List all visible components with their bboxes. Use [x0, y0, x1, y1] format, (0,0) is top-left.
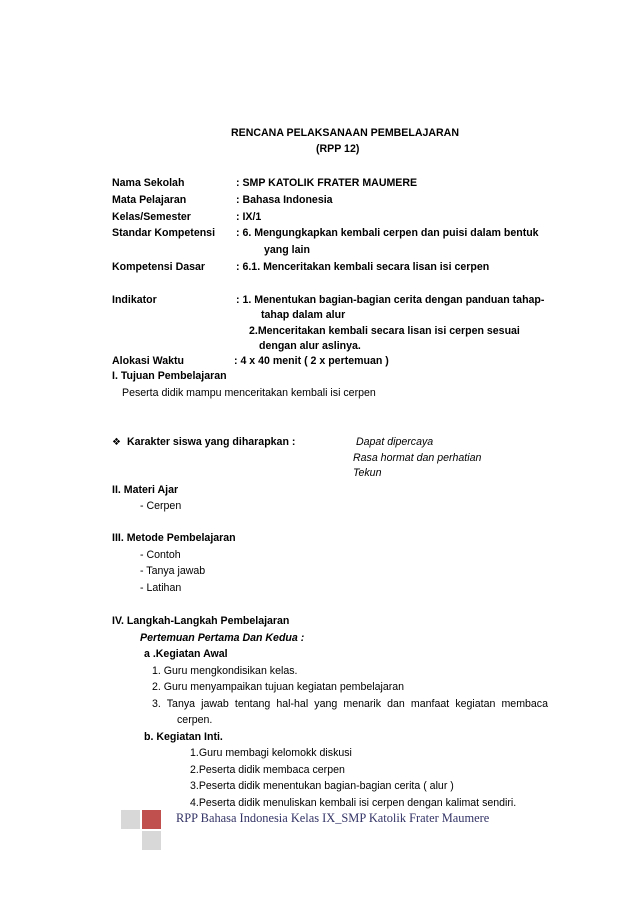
indikator-1: : 1. Menentukan bagian-bagian cerita dengan panduan tahap- [236, 294, 545, 306]
karakter-value: Dapat dipercaya [356, 436, 434, 448]
indikator-1-cont: tahap dalam alur [261, 309, 346, 321]
standar-kompetensi-value-cont: yang lain [264, 244, 310, 256]
karakter-label: Karakter siswa yang diharapkan : [127, 436, 296, 448]
page-title: RENCANA PELAKSANAAN PEMBELAJARAN [231, 127, 459, 139]
karakter-value: Tekun [353, 467, 382, 479]
metode-item: - Latihan [140, 582, 182, 594]
kompetensi-dasar-value: : 6.1. Menceritakan kembali secara lisan isi cerpen [236, 261, 490, 273]
kelas-label: Kelas/Semester [112, 211, 191, 223]
tujuan-text: Peserta didik mampu menceritakan kembali isi cerpen [122, 387, 376, 399]
pertemuan-heading: Pertemuan Pertama Dan Kedua : [140, 632, 305, 644]
alokasi-label: Alokasi Waktu [112, 355, 185, 367]
mapel-label: Mata Pelajaran [112, 194, 187, 206]
tujuan-heading: I. Tujuan Pembelajaran [112, 370, 227, 382]
sekolah-value: : SMP KATOLIK FRATER MAUMERE [236, 177, 418, 189]
standar-kompetensi-label: Standar Kompetensi [112, 227, 216, 239]
footer-square-red [142, 810, 161, 829]
footer-square-gray [121, 810, 140, 829]
standar-kompetensi-value: : 6. Mengungkapkan kembali cerpen dan puisi dalam bentuk [236, 227, 539, 239]
materi-item: - Cerpen [140, 500, 182, 512]
diamond-bullet-icon: ❖ [112, 437, 121, 448]
metode-item: - Contoh [140, 549, 181, 561]
indikator-2-cont: dengan alur aslinya. [259, 340, 361, 352]
metode-heading: III. Metode Pembelajaran [112, 532, 236, 544]
kegiatan-awal-heading: a .Kegiatan Awal [144, 648, 228, 660]
alokasi-value: : 4 x 40 menit ( 2 x pertemuan ) [234, 355, 389, 367]
karakter-value: Rasa hormat dan perhatian [353, 452, 482, 464]
sekolah-label: Nama Sekolah [112, 177, 185, 189]
kegiatan-inti-item: 2.Peserta didik membaca cerpen [190, 764, 345, 776]
kegiatan-inti-item: 3.Peserta didik menentukan bagian-bagian cerita ( alur ) [190, 780, 454, 792]
kegiatan-inti-item: 4.Peserta didik menuliskan kembali isi cerpen dengan kalimat sendiri. [190, 797, 517, 809]
indikator-label: Indikator [112, 294, 157, 306]
kegiatan-awal-item: 2. Guru menyampaikan tujuan kegiatan pembelajaran [152, 681, 405, 693]
kegiatan-awal-item: 3. Tanya jawab tentang hal-hal yang menarik dan manfaat kegiatan membaca [152, 698, 548, 710]
indikator-2: 2.Menceritakan kembali secara lisan isi cerpen sesuai [249, 325, 520, 337]
footer-square-gray [142, 831, 161, 850]
kegiatan-awal-item-cont: cerpen. [177, 714, 213, 726]
langkah-heading: IV. Langkah-Langkah Pembelajaran [112, 615, 290, 627]
kegiatan-awal-item: 1. Guru mengkondisikan kelas. [152, 665, 298, 677]
kegiatan-inti-heading: b. Kegiatan Inti. [144, 731, 223, 743]
footer-text: RPP Bahasa Indonesia Kelas IX_SMP Katolik Frater Maumere [176, 811, 490, 825]
kompetensi-dasar-label: Kompetensi Dasar [112, 261, 206, 273]
mapel-value: : Bahasa Indonesia [236, 194, 333, 206]
metode-item: - Tanya jawab [140, 565, 206, 577]
page-subtitle: (RPP 12) [316, 143, 360, 155]
materi-heading: II. Materi Ajar [112, 484, 179, 496]
kelas-value: : IX/1 [236, 211, 262, 223]
kegiatan-inti-item: 1.Guru membagi kelomokk diskusi [190, 747, 352, 759]
